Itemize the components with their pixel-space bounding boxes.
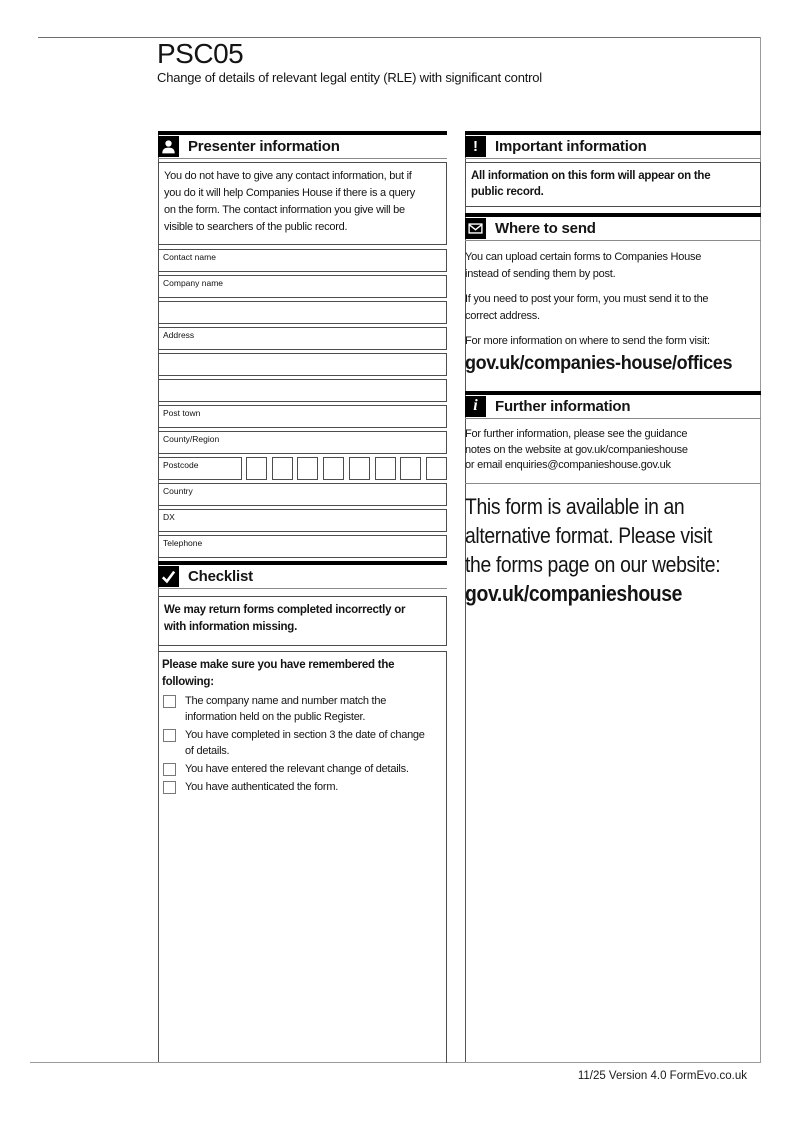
- checklist-item: [162, 779, 442, 795]
- dx-field[interactable]: DX: [158, 509, 447, 532]
- right-column: [465, 131, 761, 608]
- info-icon: i: [465, 396, 486, 417]
- checklist-item-text: You have completed in section 3 the date of change of details.: [185, 729, 425, 757]
- envelope-icon: [465, 218, 486, 239]
- further-guidance-text: For further information, please see the guidance notes on the website at gov.uk/companieshouse or email enquiries@companieshouse.gov.uk: [465, 428, 688, 471]
- page-top-rule: [38, 37, 761, 38]
- offices-url-text: gov.uk/companies-house/offices: [465, 353, 733, 374]
- section-title: Presenter information: [188, 137, 340, 155]
- send-paragraph-post: If you need to post your form, you must send it to the correct address.: [465, 293, 709, 322]
- company-name-field[interactable]: Company name: [158, 275, 447, 298]
- postcode-row: [158, 457, 447, 480]
- address-field-line2[interactable]: [158, 353, 447, 376]
- checkbox[interactable]: [163, 763, 176, 776]
- important-note: All information on this form will appear on the public record.: [465, 162, 761, 207]
- country-field[interactable]: Country: [158, 483, 447, 506]
- checklist-item-text: The company name and number match the information held on the public Register.: [185, 695, 387, 723]
- postcode-cell[interactable]: [375, 457, 396, 480]
- section-header-further: [465, 391, 761, 419]
- section-title: Important information: [495, 137, 647, 155]
- checklist-warning: We may return forms completed incorrectly or with information missing.: [158, 596, 447, 646]
- checklist-item: [162, 727, 442, 759]
- left-column: [158, 131, 447, 1063]
- postcode-cell[interactable]: [426, 457, 447, 480]
- checklist-item: [162, 761, 442, 777]
- form-title: Change of details of relevant legal entity (RLE) with significant control: [157, 70, 542, 85]
- company-name-field-line2[interactable]: [158, 301, 447, 324]
- checkbox[interactable]: [163, 729, 176, 742]
- presenter-fields: [158, 249, 447, 558]
- companieshouse-url-text: gov.uk/companieshouse: [465, 580, 683, 606]
- exclamation-icon: !: [465, 136, 486, 157]
- postcode-cells: [246, 457, 447, 480]
- checklist-item: [162, 693, 442, 725]
- section-header-presenter: [158, 131, 447, 159]
- telephone-field[interactable]: Telephone: [158, 535, 447, 558]
- checklist-item-text: You have entered the relevant change of details.: [185, 763, 409, 775]
- postcode-field[interactable]: Postcode: [158, 457, 242, 480]
- presenter-intro-note: You do not have to give any contact information, but if you do it will help Companies House if there is a query on the form. The contact information you give will be visible to searchers of the public record.: [158, 162, 447, 245]
- postcode-cell[interactable]: [323, 457, 344, 480]
- send-paragraph-upload: You can upload certain forms to Companies House instead of sending them by post.: [465, 251, 702, 280]
- section-title: Checklist: [188, 567, 253, 585]
- checkbox[interactable]: [163, 695, 176, 708]
- checkmark-icon: [158, 566, 179, 587]
- postcode-cell[interactable]: [349, 457, 370, 480]
- version-footer: 11/25 Version 4.0 FormEvo.co.uk: [577, 1070, 747, 1082]
- address-field-line3[interactable]: [158, 379, 447, 402]
- checklist-items-box: [158, 651, 447, 1063]
- alternative-format-text: This form is available in an alternative format. Please visit the forms page on our website: gov.uk/companieshouse: [465, 484, 725, 608]
- form-code: PSC05: [157, 38, 244, 69]
- postcode-cell[interactable]: [297, 457, 318, 480]
- checklist-item-text: You have authenticated the form.: [185, 781, 339, 793]
- post-town-field[interactable]: Post town: [158, 405, 447, 428]
- section-title: Further information: [495, 397, 631, 415]
- section-header-where-to-send: [465, 213, 761, 241]
- contact-name-field[interactable]: Contact name: [158, 249, 447, 272]
- postcode-cell[interactable]: [246, 457, 267, 480]
- checklist-intro: Please make sure you have remembered the following:: [162, 659, 395, 688]
- county-region-field[interactable]: County/Region: [158, 431, 447, 454]
- checkbox[interactable]: [163, 781, 176, 794]
- section-title: Where to send: [495, 219, 596, 237]
- postcode-cell[interactable]: [272, 457, 293, 480]
- section-header-checklist: [158, 561, 447, 589]
- postcode-cell[interactable]: [400, 457, 421, 480]
- address-field[interactable]: Address: [158, 327, 447, 350]
- send-paragraph-more-info: For more information on where to send the form visit:: [465, 335, 710, 347]
- person-icon: [158, 136, 179, 157]
- section-header-important: [465, 131, 761, 159]
